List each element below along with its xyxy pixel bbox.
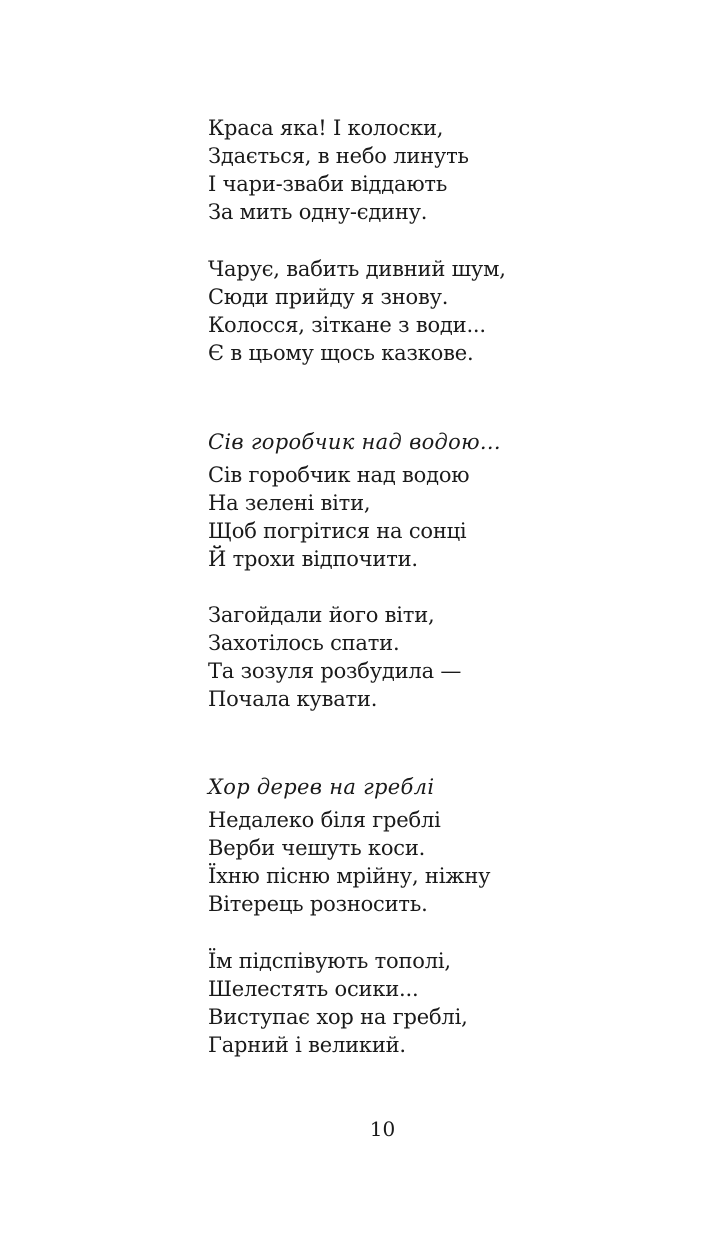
poem-3-title: Хор дерев на греблі [208, 775, 435, 799]
poem-line: Почала кувати. [208, 687, 378, 711]
page-number: 10 [369, 1117, 396, 1141]
poem-3-stanza-2 [208, 947, 668, 1059]
poem-line: Недалеко біля греблі [208, 808, 441, 832]
poem-2-stanza-1 [208, 461, 668, 573]
poem-line: Є в цьому щось казкове. [208, 341, 474, 365]
poem-3-stanza-1 [208, 806, 668, 918]
poem-line: Гарний і великий. [208, 1033, 406, 1057]
poem-line: Та зозуля розбудила — [208, 659, 462, 683]
poem-line: Виступає хор на греблі, [208, 1005, 468, 1029]
poem-line: Шелестять осики... [208, 977, 419, 1001]
poem-2-stanza-2 [208, 601, 668, 713]
poem-line: Й трохи відпочити. [208, 547, 418, 571]
poem-line: Захотілось спати. [208, 631, 400, 655]
poem-1-stanza-2 [208, 255, 668, 367]
poem-line: За мить одну-єдину. [208, 200, 428, 224]
poem-line: Сів горобчик над водою [208, 463, 470, 487]
poem-line: Їхню пісню мрійну, ніжну [208, 864, 491, 888]
poem-line: І чари-зваби віддають [208, 172, 448, 196]
poem-line: Чарує, вабить дивний шум, [208, 257, 506, 281]
poem-line: Сюди прийду я знову. [208, 285, 449, 309]
poem-line: Краса яка! І колоски, [208, 116, 444, 140]
poem-1-stanza-1 [208, 114, 668, 226]
poem-line: Верби чешуть коси. [208, 836, 426, 860]
poem-line: Вітерець розносить. [208, 892, 428, 916]
poem-line: Їм підспівують тополі, [208, 949, 451, 973]
poem-line: Здається, в небо линуть [208, 144, 469, 168]
poem-line: Колосся, зіткане з води... [208, 313, 486, 337]
poem-2-title: Сів горобчик над водою... [208, 430, 501, 454]
poem-line: На зелені віти, [208, 491, 371, 515]
poem-line: Загойдали його віти, [208, 603, 435, 627]
poem-line: Щоб погрітися на сонці [208, 519, 467, 543]
